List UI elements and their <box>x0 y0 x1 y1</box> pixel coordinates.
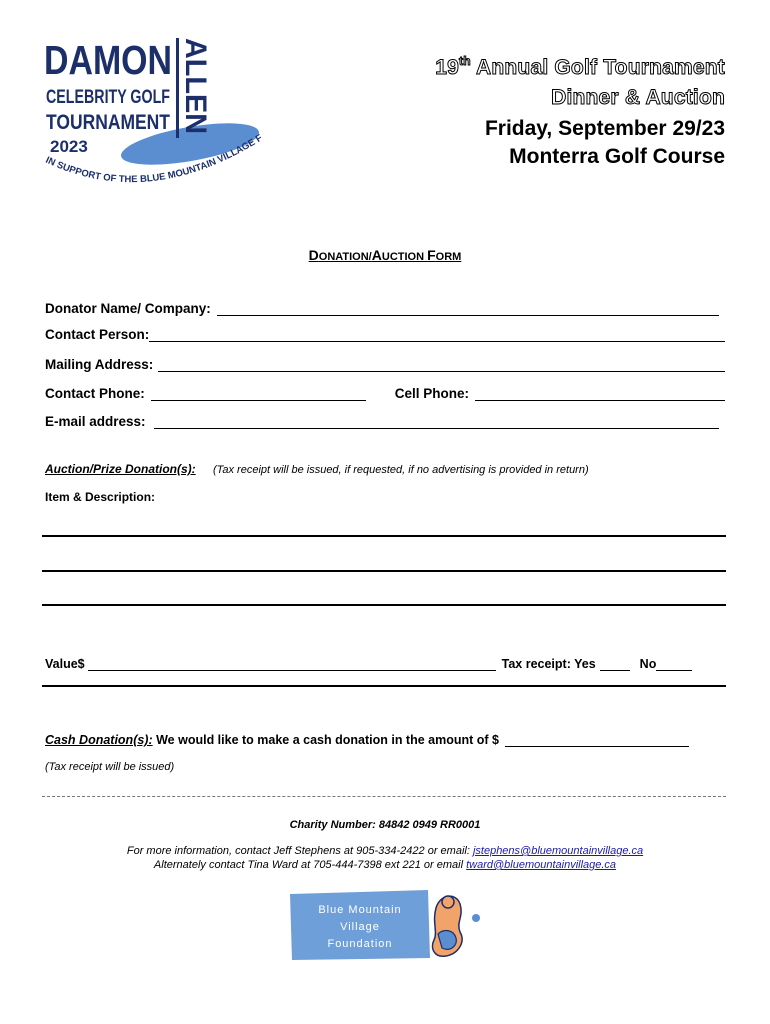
logo-tournament: TOURNAMENT <box>46 111 171 134</box>
email-row <box>45 411 725 429</box>
email-input[interactable] <box>154 415 719 429</box>
cell-input[interactable] <box>475 387 725 401</box>
contact-person-input[interactable] <box>149 328 725 342</box>
logo-damon: DAMON <box>44 37 172 83</box>
item-line-1[interactable] <box>42 535 726 537</box>
value-row <box>45 653 725 671</box>
contact-info-1: For more information, contact Jeff Stephens at 905-334-2422 or email: jstephens@bluemountainvillage.ca <box>126 845 644 857</box>
svg-text:Foundation: Foundation <box>327 938 393 950</box>
auction-label: Auction/Prize Donation(s): <box>45 462 196 476</box>
tax-receipt-no-label: No <box>639 657 657 671</box>
donator-label: Donator Name/ Company: <box>45 301 211 316</box>
event-date: Friday, September 29/23 <box>484 117 725 140</box>
cash-row <box>45 729 725 747</box>
event-venue: Monterra Golf Course <box>509 145 725 168</box>
dotted-separator <box>42 796 726 797</box>
tournament-logo <box>40 30 270 205</box>
phone-row <box>45 383 725 401</box>
figure-illustration <box>433 896 481 956</box>
cell-label: Cell Phone: <box>394 386 470 401</box>
header-line2: Dinner & Auction <box>551 86 725 109</box>
email-label: E-mail address: <box>45 414 146 429</box>
phone-label: Contact Phone: <box>45 386 145 401</box>
auction-note: (Tax receipt will be issued, if requested, if no advertising is provided in return) <box>213 464 589 476</box>
value-separator <box>42 685 726 687</box>
email-link-1[interactable]: jstephens@bluemountainvillage.ca <box>472 845 644 857</box>
item-line-3[interactable] <box>42 604 726 606</box>
auction-row <box>45 462 589 476</box>
contact-person-row <box>45 324 725 342</box>
tax-receipt-yes-input[interactable] <box>600 657 630 671</box>
header-line1: 19th Annual Golf Tournament <box>435 54 725 79</box>
form-title: DONATION/AUCTION FORM <box>308 247 462 263</box>
item-line-2[interactable] <box>42 570 726 572</box>
foundation-logo <box>288 888 484 962</box>
cash-note: (Tax receipt will be issued) <box>45 761 175 773</box>
cash-label: Cash Donation(s): <box>45 733 153 747</box>
phone-input[interactable] <box>151 387 366 401</box>
flag-pole <box>176 38 179 138</box>
logo-year: 2023 <box>50 137 88 156</box>
logo-allen: ALLEN <box>179 38 212 138</box>
logo-arc-text: IN SUPPORT OF THE BLUE MOUNTAIN VILLAGE F <box>43 132 265 186</box>
charity-number: Charity Number: 84842 0949 RR0001 <box>289 819 481 831</box>
tax-receipt-no-input[interactable] <box>656 657 692 671</box>
cash-text: We would like to make a cash donation in the amount of $ <box>152 733 499 747</box>
tax-receipt-label: Tax receipt: Yes <box>501 657 596 671</box>
contact-person-label: Contact Person: <box>45 327 150 342</box>
donator-input[interactable] <box>217 302 719 316</box>
item-description-label: Item & Description: <box>45 490 156 504</box>
mailing-input[interactable] <box>158 358 725 372</box>
value-label: Value$ <box>45 657 85 671</box>
mailing-label: Mailing Address: <box>45 357 154 372</box>
svg-text:Village: Village <box>340 921 380 933</box>
donator-row <box>45 298 725 316</box>
value-input[interactable] <box>88 657 496 671</box>
email-link-2[interactable]: tward@bluemountainvillage.ca <box>466 859 617 871</box>
logo-celebrity-golf: CELEBRITY GOLF <box>46 87 170 108</box>
cash-amount-input[interactable] <box>505 733 689 747</box>
contact-info-2: Alternately contact Tina Ward at 705-444-7398 ext 221 or email tward@bluemountainvillage.ca <box>153 859 617 871</box>
mailing-row <box>45 354 725 372</box>
svg-text:Blue Mountain: Blue Mountain <box>318 904 402 916</box>
